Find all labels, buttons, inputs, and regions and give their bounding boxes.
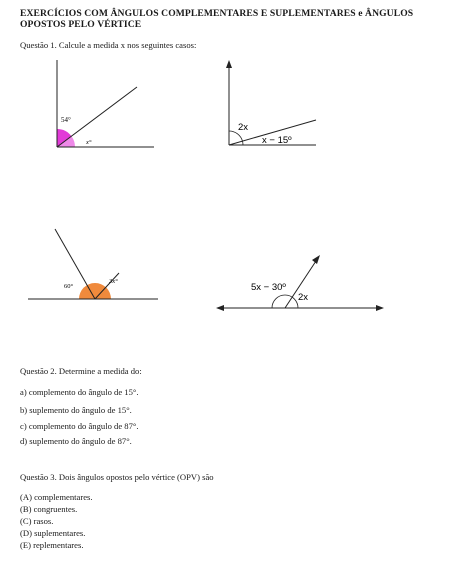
figure-d-lower-label: 2x bbox=[298, 292, 309, 303]
figure-c-orange-semicircle bbox=[79, 283, 111, 299]
worksheet-title: EXERCÍCIOS COM ÂNGULOS COMPLEMENTARES E SUPLEMENTARES e ÂNGULOS OPOSTOS PELO VÉRTICE bbox=[20, 8, 414, 30]
question-3-option-a: (A) complementares. bbox=[20, 492, 93, 502]
question-2-item-b: b) suplemento do ângulo de 15°. bbox=[20, 405, 132, 415]
figure-d-arc bbox=[272, 295, 298, 308]
figure-b-upper-label: 2x bbox=[238, 122, 249, 133]
question-1-prompt: Questão 1. Calcule a medida x nos seguintes casos: bbox=[20, 40, 197, 50]
question-3-prompt: Questão 3. Dois ângulos opostos pelo vértice (OPV) são bbox=[20, 472, 214, 482]
figure-b-arrowhead-up bbox=[226, 60, 232, 68]
figure-a-angle-label: 54° bbox=[61, 116, 71, 124]
question-3-option-e: (E) replementares. bbox=[20, 540, 84, 550]
question-3-option-c: (C) rasos. bbox=[20, 516, 54, 526]
figure-a-x-label: x° bbox=[86, 139, 92, 146]
question-3-option-b: (B) congruentes. bbox=[20, 504, 78, 514]
figure-d-arrowhead-diagonal bbox=[312, 255, 320, 264]
figure-d bbox=[216, 255, 384, 311]
figure-c-left-ray bbox=[55, 229, 95, 299]
question-2-item-c: c) complemento do ângulo de 87°. bbox=[20, 421, 139, 431]
question-2-item-d: d) suplemento do ângulo de 87°. bbox=[20, 436, 132, 446]
figure-a bbox=[57, 60, 154, 147]
figure-b-lower-label: x − 15º bbox=[262, 135, 292, 146]
figure-b-arc-lower bbox=[243, 141, 244, 145]
question-3-option-d: (D) suplementares. bbox=[20, 528, 86, 538]
figure-c-left-label: 60° bbox=[64, 283, 74, 290]
figure-d-arrowhead-left bbox=[216, 305, 224, 311]
figure-c-right-label: 3x° bbox=[109, 278, 118, 285]
figure-b bbox=[226, 60, 316, 146]
figure-d-upper-label: 5x − 30º bbox=[251, 282, 286, 293]
figure-c bbox=[28, 229, 158, 299]
figure-d-arrowhead-right bbox=[376, 305, 384, 311]
question-2-item-a: a) complemento do ângulo de 15°. bbox=[20, 387, 139, 397]
question-2-prompt: Questão 2. Determine a medida do: bbox=[20, 366, 142, 376]
